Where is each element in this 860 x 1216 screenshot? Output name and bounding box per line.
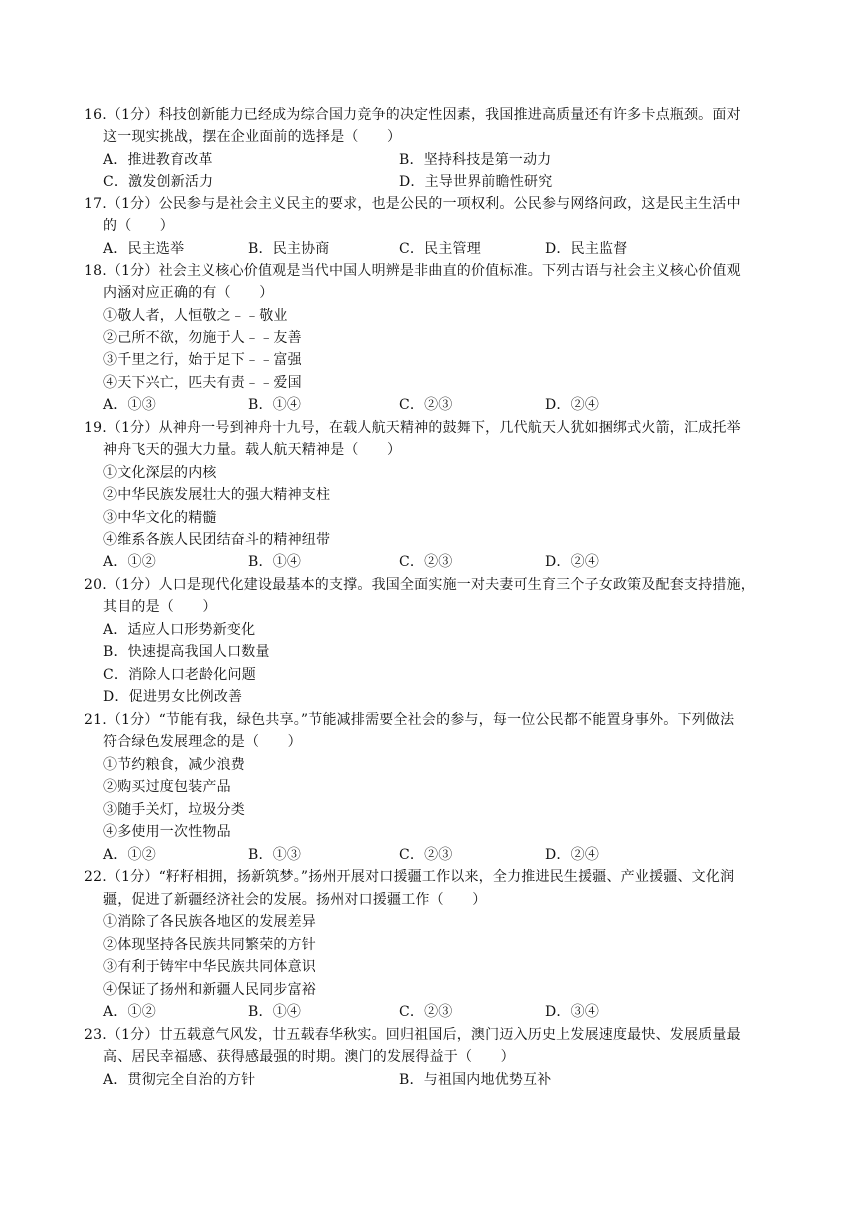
q17-option-c: C．民主管理 [399, 241, 481, 257]
q18-statement-1: ①敬人者，人恒敬之﹣﹣敬业 [103, 308, 288, 324]
q16-option-d: D．主导世界前瞻性研究 [399, 174, 553, 190]
q21-option-d: D．②④ [545, 847, 600, 863]
q20-stem-line2: 其目的是（ ） [103, 599, 217, 615]
q22-statement-4: ④保证了扬州和新疆人民同步富裕 [103, 982, 316, 998]
q22-option-c: C．②③ [399, 1004, 453, 1020]
q21-option-c: C．②③ [399, 847, 453, 863]
q16-option-c: C．激发创新活力 [103, 174, 214, 190]
q20-stem-line1: 20.（1分）人口是现代化建设最基本的支撑。我国全面实施一对夫妻可生育三个子女政策及配套支持措施， [84, 577, 755, 593]
q18-stem-line2: 内涵对应正确的有（ ） [103, 285, 274, 301]
q21-stem-line1: 21.（1分）“节能有我，绿色共享。”节能减排需要全社会的参与，每一位公民都不能置身事外。下列做法 [84, 712, 735, 728]
q18-statement-3: ③千里之行，始于足下﹣﹣富强 [103, 352, 302, 368]
q21-option-a: A．①② [103, 847, 156, 863]
q18-option-a: A．①③ [103, 397, 156, 413]
q17-stem-line2: 的（ ） [103, 218, 174, 234]
q19-stem-line2: 神舟飞天的强大力量。载人航天精神是（ ） [103, 442, 402, 458]
q17-option-b: B．民主协商 [248, 241, 330, 257]
q21-statement-3: ③随手关灯，垃圾分类 [103, 802, 245, 818]
q20-option-b: B．快速提高我国人口数量 [103, 644, 270, 660]
q21-statement-4: ④多使用一次性物品 [103, 824, 231, 840]
q19-option-a: A．①② [103, 554, 156, 570]
q20-option-c: C．消除人口老龄化问题 [103, 667, 256, 683]
q22-statement-2: ②体现坚持各民族共同繁荣的方针 [103, 937, 316, 953]
q22-option-a: A．①② [103, 1004, 156, 1020]
q19-statement-3: ③中华文化的精髓 [103, 510, 217, 526]
q23-option-a: A．贯彻完全自治的方针 [103, 1072, 256, 1088]
q16-stem-line1: 16.（1分）科技创新能力已经成为综合国力竞争的决定性因素，我国推进高质量还有许多卡点瓶颈。面对 [84, 107, 741, 123]
q18-option-c: C．②③ [399, 397, 453, 413]
q23-stem-line2: 高、居民幸福感、获得感最强的时期。澳门的发展得益于（ ） [103, 1049, 515, 1065]
q19-option-b: B．①④ [248, 554, 302, 570]
q20-option-a: A．适应人口形势新变化 [103, 622, 256, 638]
q17-stem-line1: 17.（1分）公民参与是社会主义民主的要求，也是公民的一项权利。公民参与网络问政，这是民主生活中 [84, 196, 741, 212]
q21-option-b: B．①③ [248, 847, 302, 863]
q19-statement-2: ②中华民族发展壮大的强大精神支柱 [103, 487, 331, 503]
q21-statement-2: ②购买过度包装产品 [103, 779, 231, 795]
q16-option-b: B．坚持科技是第一动力 [399, 152, 552, 168]
q19-statement-4: ④维系各族人民团结奋斗的精神纽带 [103, 532, 331, 548]
q16-option-a: A．推进教育改革 [103, 152, 213, 168]
q18-statement-4: ④天下兴亡，匹夫有责﹣﹣爱国 [103, 375, 302, 391]
q20-option-d: D．促进男女比例改善 [103, 689, 243, 705]
q22-statement-1: ①消除了各民族各地区的发展差异 [103, 914, 316, 930]
q19-option-d: D．②④ [545, 554, 600, 570]
q19-stem-line1: 19.（1分）从神舟一号到神舟十九号，在载人航天精神的鼓舞下，几代航天人犹如捆绑式火箭，汇成托举 [84, 420, 741, 436]
q17-option-d: D．民主监督 [545, 241, 628, 257]
q19-option-c: C．②③ [399, 554, 453, 570]
q18-stem-line1: 18.（1分）社会主义核心价值观是当代中国人明辨是非曲直的价值标准。下列古语与社会主义核心价值观 [84, 263, 741, 279]
q16-stem-line2: 这一现实挑战，摆在企业面前的选择是（ ） [103, 129, 402, 145]
q22-statement-3: ③有利于铸牢中华民族共同体意识 [103, 959, 316, 975]
q21-stem-line2: 符合绿色发展理念的是（ ） [103, 734, 302, 750]
q19-statement-1: ①文化深层的内核 [103, 465, 217, 481]
q18-statement-2: ②己所不欲，勿施于人﹣﹣友善 [103, 330, 302, 346]
q22-option-b: B．①④ [248, 1004, 302, 1020]
q21-statement-1: ①节约粮食，减少浪费 [103, 757, 245, 773]
q23-stem-line1: 23.（1分）廿五载意气风发，廿五载春华秋实。回归祖国后，澳门迈入历史上发展速度最快、发展质量最 [84, 1027, 741, 1043]
q22-stem-line1: 22.（1分）“籽籽相拥，扬新筑梦。”扬州开展对口援疆工作以来，全力推进民生援疆、产业援疆、文化润 [84, 869, 735, 885]
q18-option-d: D．②④ [545, 397, 600, 413]
q17-option-a: A．民主选举 [103, 241, 185, 257]
q22-option-d: D．③④ [545, 1004, 600, 1020]
q18-option-b: B．①④ [248, 397, 302, 413]
q23-option-b: B．与祖国内地优势互补 [399, 1072, 552, 1088]
q22-stem-line2: 疆，促进了新疆经济社会的发展。扬州对口援疆工作（ ） [103, 892, 487, 908]
